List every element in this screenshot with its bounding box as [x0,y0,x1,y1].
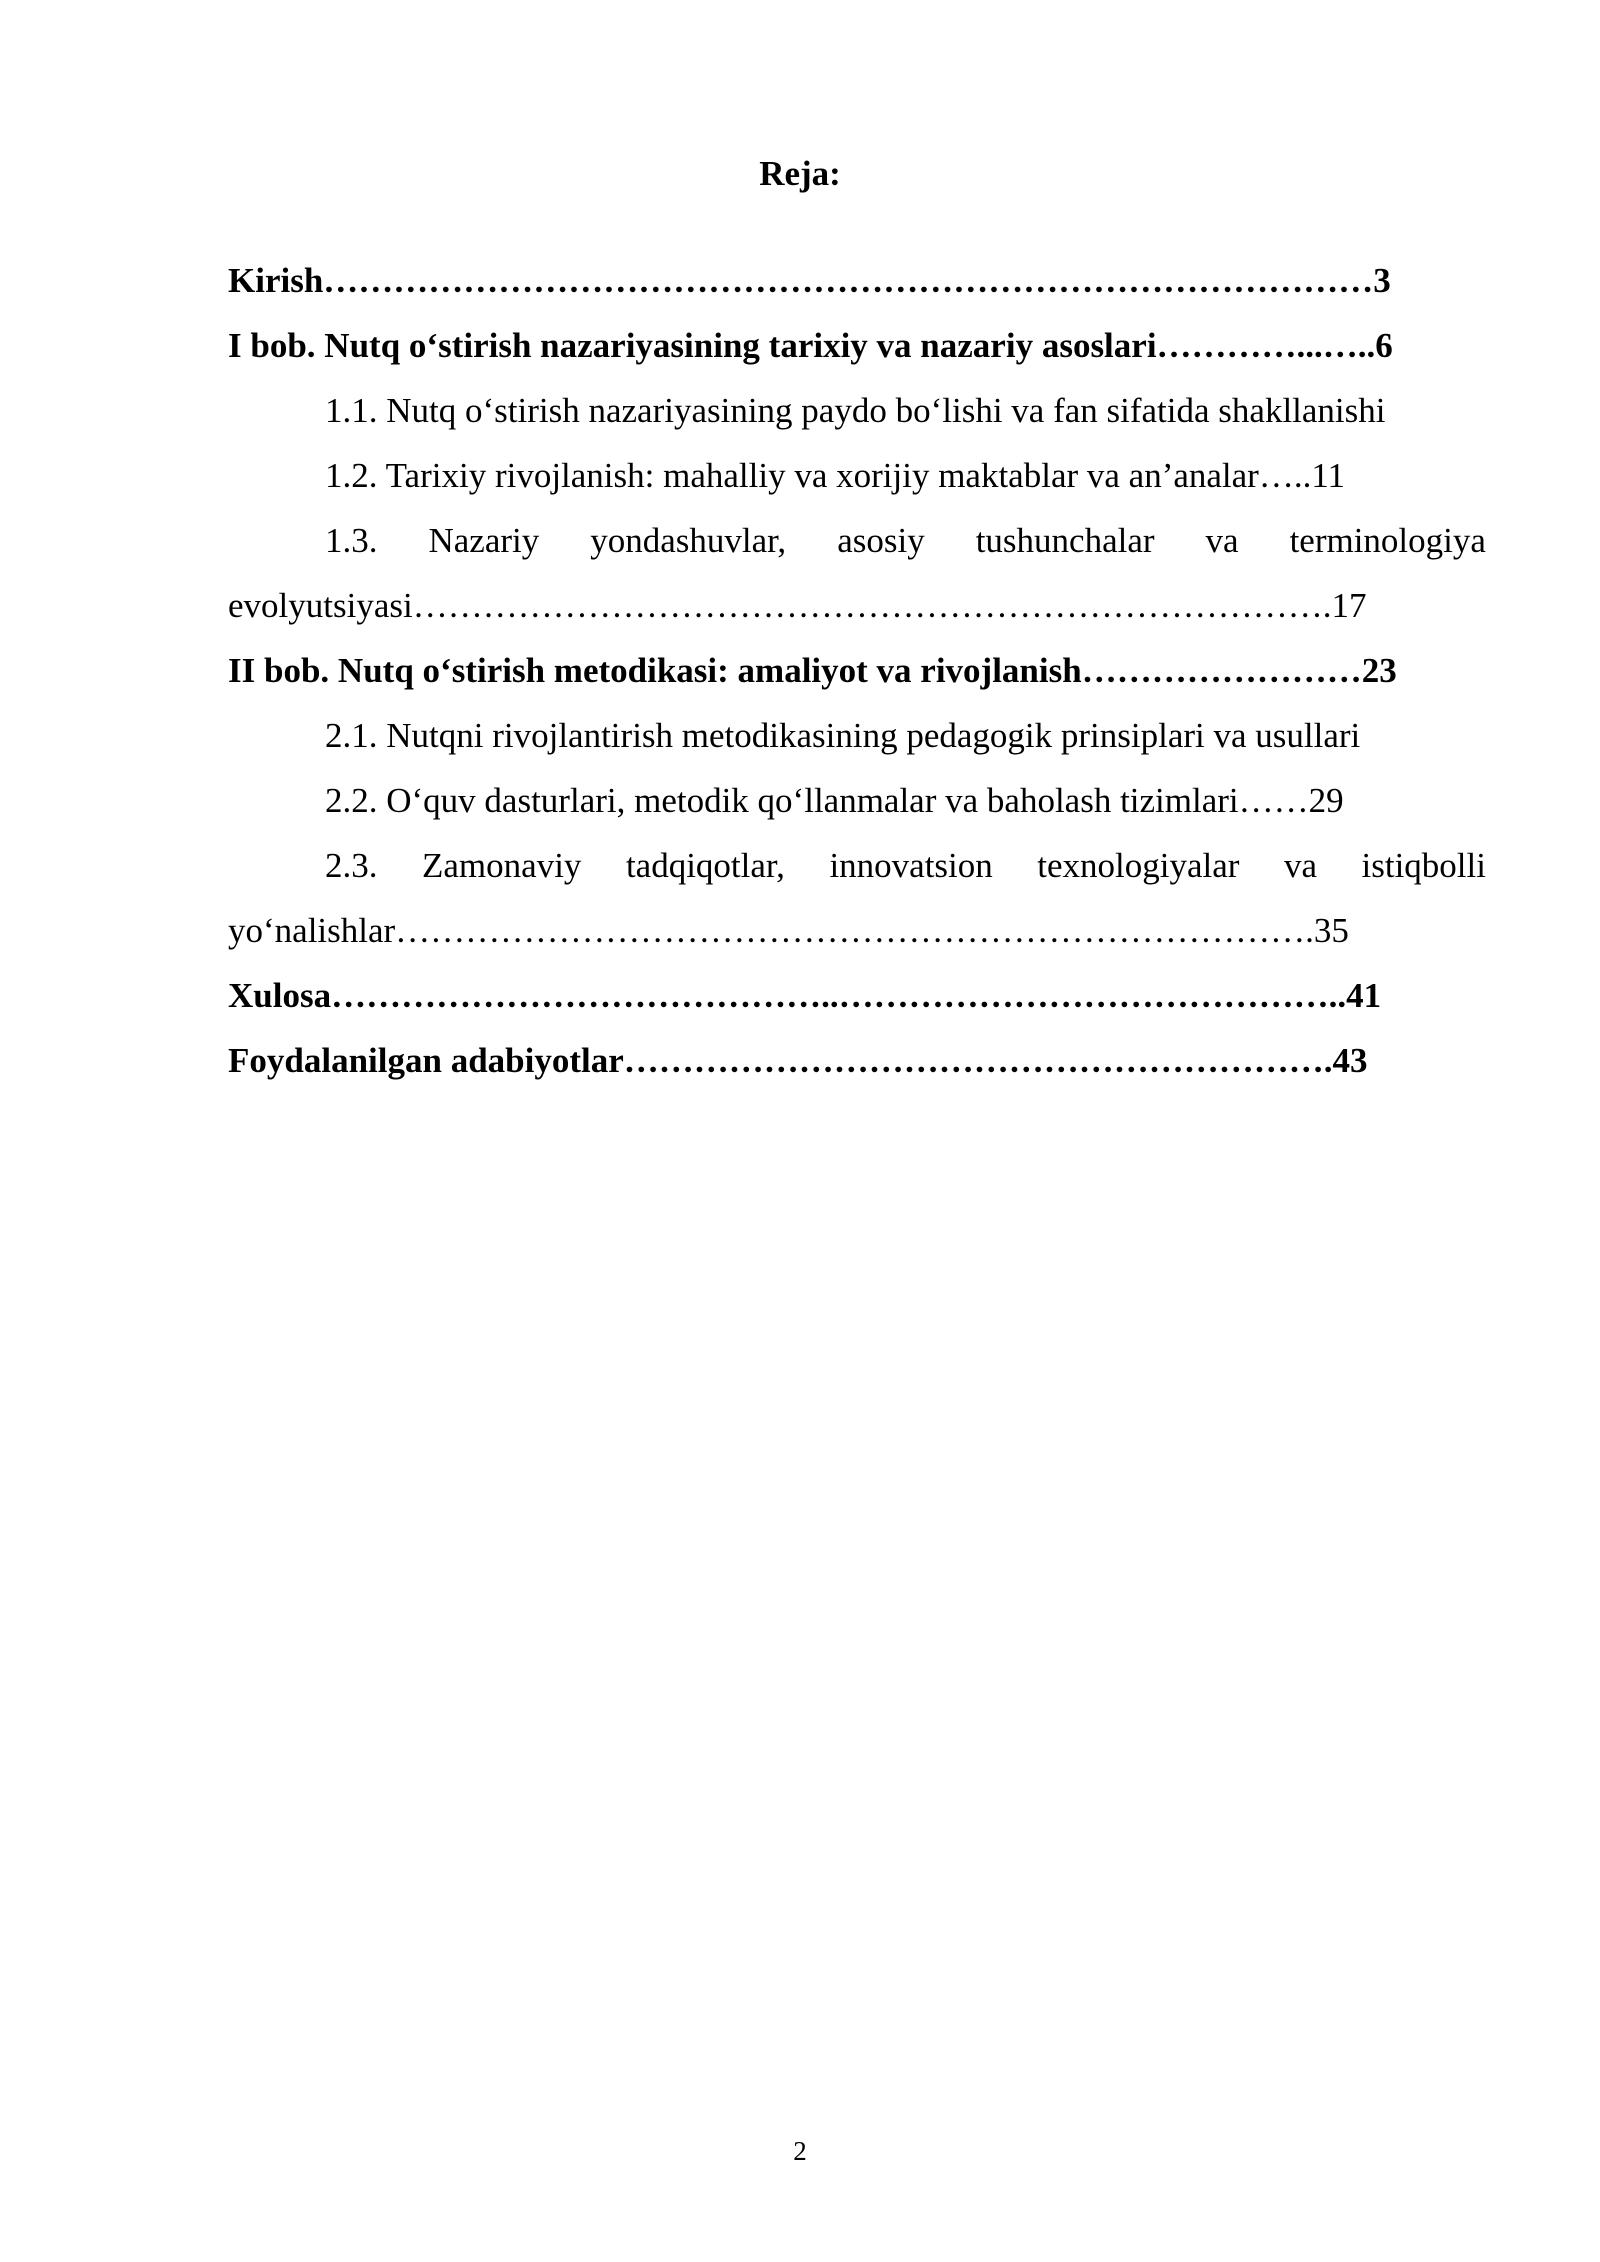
toc-entry-chapter-1: I bob. Nutq o‘stirish nazariyasining tarixiy va nazariy asoslari…………...…..6 [228,326,1393,365]
toc-word: tadqiqotlar, [625,846,785,885]
toc-entry-kirish: Kirish………………………………………………………………………………3 [228,261,1391,300]
toc-word: tushunchalar [975,521,1155,560]
toc-word: va [1283,846,1317,885]
toc-word: Zamonaviy [422,846,582,885]
page-number: 2 [793,2136,807,2166]
toc-entry-xulosa: Xulosa……………………………………..……………………………………..41 [228,976,1382,1015]
toc-entry-2-3 [228,833,1486,898]
toc-entry-1-2: 1.2. Tarixiy rivojlanish: mahalliy va xorijiy maktablar va an’analar…..11 [325,456,1346,495]
table-of-contents [228,248,1486,1093]
toc-entry-1-1: 1.1. Nutq o‘stirish nazariyasining paydo bo‘lishi va fan sifatida shakllanishi [325,391,1386,430]
toc-word: 1.3. [325,521,378,560]
page-title: Reja: [759,154,841,193]
toc-entry-2-3-continuation: yo‘nalishlar…………………………………………………………………….35 [228,911,1349,950]
toc-entry-2-1: 2.1. Nutqni rivojlantirish metodikasining pedagogik prinsiplari va usullari [325,716,1361,755]
toc-word: asosiy [837,521,925,560]
toc-word: innovatsion [829,846,993,885]
toc-entry-1-3-continuation: evolyutsiyasi…………………………………………………………………….17 [228,586,1367,625]
toc-entry-adabiyotlar: Foydalanilgan adabiyotlar…………………………………………………….43 [228,1041,1368,1080]
toc-entry-chapter-2: II bob. Nutq o‘stirish metodikasi: amaliyot va rivojlanish……………………23 [228,651,1397,690]
toc-entry-2-2: 2.2. O‘quv dasturlari, metodik qo‘llanmalar va baholash tizimlari……29 [325,781,1344,820]
toc-word: Nazariy [428,521,540,560]
toc-entry-1-3 [228,508,1486,573]
toc-word: 2.3. [325,846,378,885]
toc-word: istiqbolli [1361,846,1486,885]
toc-word: va [1205,521,1239,560]
toc-word: texnologiyalar [1037,846,1240,885]
toc-word: terminologiya [1289,521,1486,560]
toc-word: yondashuvlar, [590,521,787,560]
